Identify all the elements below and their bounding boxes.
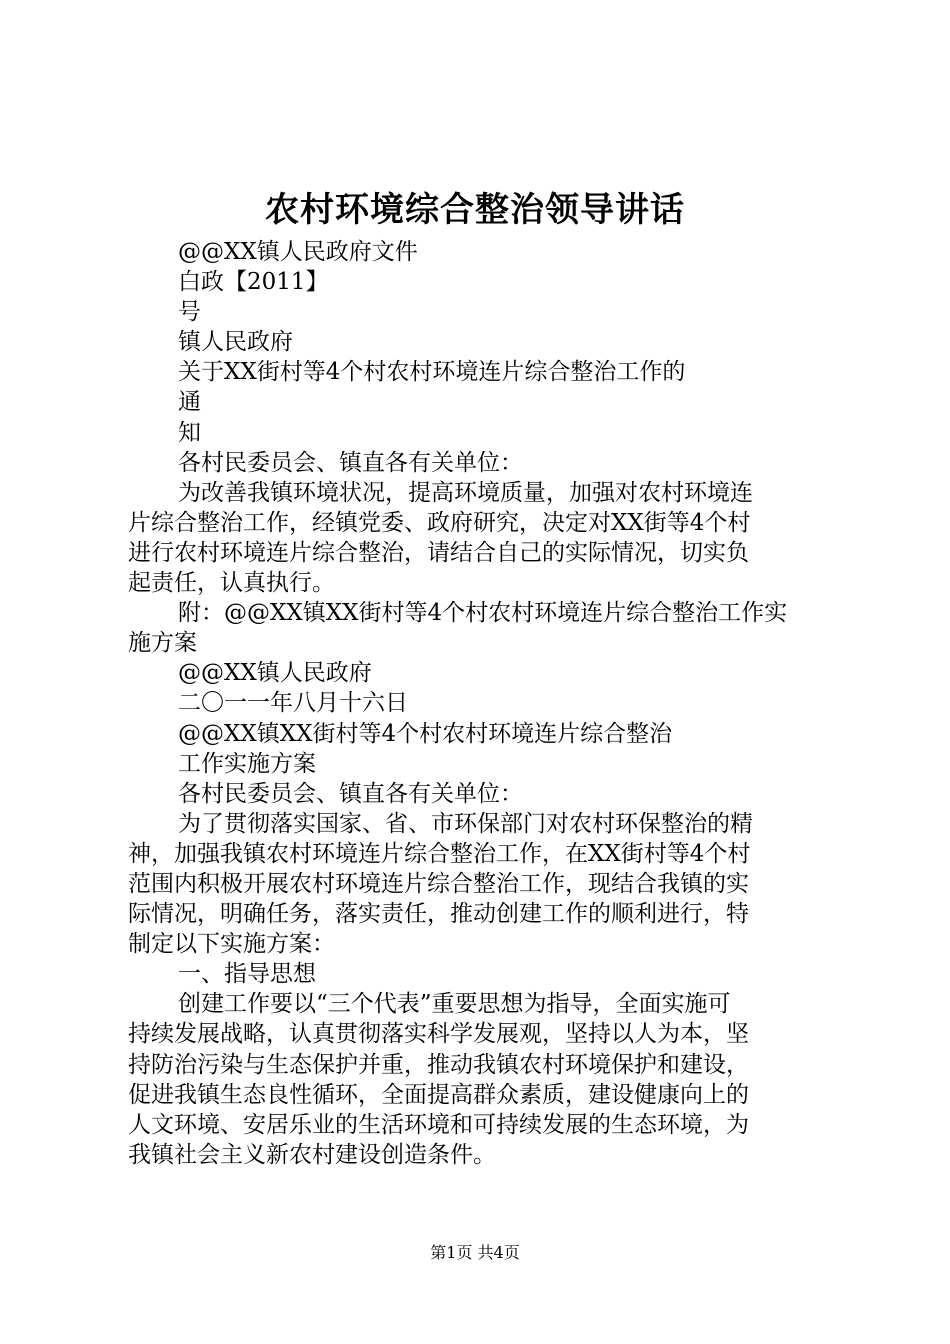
signature-org: @@XX镇人民政府 [178,660,372,687]
text-line: 镇人民政府 [178,329,293,356]
text-line: 关于XX街村等4个村农村环境连片综合整治工作的 [178,359,686,386]
paragraph-line: 为改善我镇环境状况，提高环境质量，加强对农村环境连 [178,479,753,506]
section-heading: 一、指导思想 [178,961,316,988]
paragraph-line: 持续发展战略，认真贯彻落实科学发展观，坚持以人为本，坚 [128,1021,749,1048]
text-line: 号 [178,299,201,326]
paragraph-line: 神，加强我镇农村环境连片综合整治工作，在XX街村等4个村 [128,840,751,867]
text-line: 白政【2011】 [178,269,329,296]
paragraph-line: 范围内积极开展农村环境连片综合整治工作，现结合我镇的实 [128,870,749,897]
paragraph-line: 际情况，明确任务，落实责任，推动创建工作的顺利进行，特 [128,901,749,928]
attachment-line: 附：@@XX镇XX街村等4个村农村环境连片综合整治工作实 [178,600,788,627]
plan-title-line: @@XX镇XX街村等4个村农村环境连片综合整治 [178,720,673,747]
salutation: 各村民委员会、镇直各有关单位： [178,780,523,807]
signature-date: 二〇一一年八月十六日 [178,690,408,717]
paragraph-line: 制定以下实施方案： [128,931,335,958]
paragraph-line: 我镇社会主义新农村建设创造条件。 [128,1141,496,1168]
plan-title-line: 工作实施方案 [178,750,316,777]
document-title: 农村环境综合整治领导讲话 [265,190,685,230]
paragraph-line: 促进我镇生态良性循环，全面提高群众素质，建设健康向上的 [128,1081,749,1108]
attachment-line: 施方案 [128,630,197,657]
paragraph-line: 起责任，认真执行。 [128,570,335,597]
paragraph-line: 进行农村环境连片综合整治，请结合自己的实际情况，切实负 [128,539,749,566]
text-line: 通 [178,389,201,416]
paragraph-line: 为了贯彻落实国家、省、市环保部门对农村环保整治的精 [178,810,753,837]
salutation: 各村民委员会、镇直各有关单位： [178,449,523,476]
page-number: 第1页 共4页 [430,1243,520,1262]
paragraph-line: 人文环境、安居乐业的生活环境和可持续发展的生态环境，为 [128,1111,749,1138]
paragraph-line: 持防治污染与生态保护并重，推动我镇农村环境保护和建设， [128,1051,749,1078]
text-line: 知 [178,419,201,446]
document-body [128,237,832,1170]
paragraph-line: 创建工作要以“三个代表”重要思想为指导，全面实施可 [178,991,731,1018]
paragraph-line: 片综合整治工作，经镇党委、政府研究，决定对XX街等4个村 [128,509,751,536]
text-line: @@XX镇人民政府文件 [178,239,418,265]
